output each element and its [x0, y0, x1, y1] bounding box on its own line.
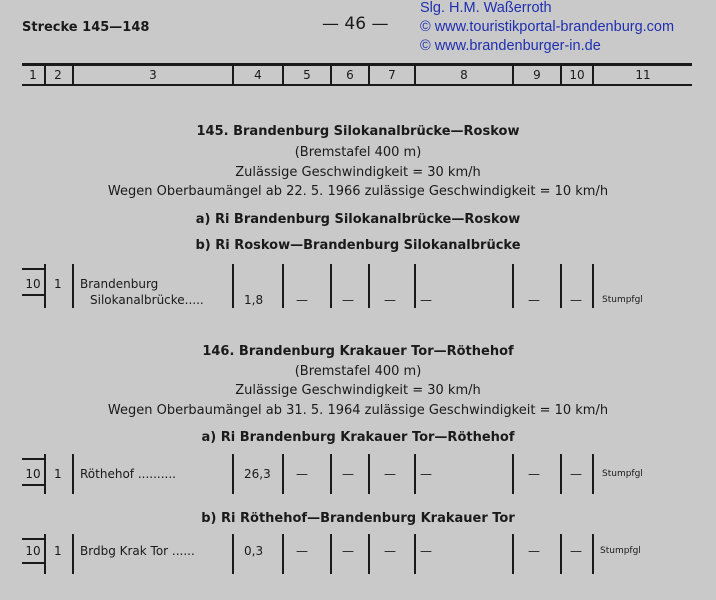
section-146-direction-a: a) Ri Brandenburg Krakauer Tor—Röthehof: [201, 430, 515, 445]
row-separator: [512, 454, 514, 494]
column-1: 1: [29, 68, 37, 82]
row-separator: [414, 454, 416, 494]
station-name: Röthehof ..........: [80, 467, 176, 481]
cell-col10: —: [570, 467, 582, 481]
row-separator: [72, 454, 74, 494]
row-separator: [44, 454, 46, 494]
cell-remark: Stumpfgl: [602, 469, 643, 479]
cell-col6: —: [342, 544, 354, 558]
cell-col7: —: [384, 544, 396, 558]
section-146-note: Wegen Oberbaumängel ab 31. 5. 1964 zulässige Geschwindigkeit = 10 km/h: [107, 403, 609, 418]
cell-remark: Stumpfgl: [602, 295, 643, 305]
cell-col8: —: [420, 293, 432, 307]
row-separator: [368, 264, 370, 308]
station-name-line-2: Silokanalbrücke.....: [90, 293, 204, 307]
cell-km: 1,8: [244, 293, 264, 307]
cell-col2: 1: [54, 544, 62, 558]
row-rule: [22, 458, 44, 460]
row-rule: [22, 562, 44, 564]
station-name: Brdbg Krak Tor ......: [80, 544, 195, 558]
cell-col2: 1: [54, 467, 62, 481]
section-145-speed: Zulässige Geschwindigkeit = 30 km/h: [235, 165, 481, 180]
row-separator: [512, 534, 514, 574]
column-8: 8: [460, 68, 468, 82]
cell-col6: —: [342, 467, 354, 481]
section-146-speed: Zulässige Geschwindigkeit = 30 km/h: [235, 383, 481, 398]
row-separator: [414, 534, 416, 574]
section-145-note: Wegen Oberbaumängel ab 22. 5. 1966 zulässige Geschwindigkeit = 10 km/h: [107, 184, 609, 199]
section-146-direction-b: b) Ri Röthehof—Brandenburg Krakauer Tor: [201, 511, 515, 526]
section-146-brake: (Bremstafel 400 m): [294, 364, 422, 379]
row-rule: [22, 294, 44, 296]
column-header-bar: [22, 63, 692, 87]
column-3: 3: [149, 68, 157, 82]
row-separator: [560, 534, 562, 574]
row-separator: [44, 534, 46, 574]
row-separator: [232, 264, 234, 308]
row-separator: [592, 264, 594, 308]
cell-col5: —: [296, 467, 308, 481]
cell-col2: 1: [54, 277, 62, 291]
cell-col1: 10: [25, 467, 41, 481]
cell-col1: 10: [25, 544, 41, 558]
cell-km: 0,3: [244, 544, 264, 558]
row-separator: [282, 264, 284, 308]
section-146-title: 146. Brandenburg Krakauer Tor—Röthehof: [202, 344, 514, 359]
column-11: 11: [635, 68, 651, 82]
row-separator: [368, 534, 370, 574]
section-145-title: 145. Brandenburg Silokanalbrücke—Roskow: [196, 124, 520, 139]
row-separator: [560, 454, 562, 494]
cell-col5: —: [296, 544, 308, 558]
column-10: 10: [569, 68, 585, 82]
row-separator: [72, 534, 74, 574]
cell-col9: —: [528, 467, 540, 481]
watermark-line-1: Slg. H.M. Waßerroth: [420, 0, 552, 16]
column-2: 2: [54, 68, 62, 82]
row-rule: [22, 484, 44, 486]
section-145-direction-b: b) Ri Roskow—Brandenburg Silokanalbrücke: [195, 238, 521, 253]
row-separator: [592, 534, 594, 574]
cell-col10: —: [570, 293, 582, 307]
row-separator: [330, 534, 332, 574]
column-bottom-rule: [22, 84, 692, 86]
row-separator: [592, 454, 594, 494]
cell-km: 26,3: [244, 467, 271, 481]
row-separator: [232, 534, 234, 574]
section-145-direction-a: a) Ri Brandenburg Silokanalbrücke—Roskow: [195, 212, 521, 227]
page-number: — 46 —: [322, 14, 389, 34]
cell-col10: —: [570, 544, 582, 558]
column-4: 4: [254, 68, 262, 82]
row-separator: [330, 454, 332, 494]
cell-col1: 10: [25, 277, 41, 291]
cell-col7: —: [384, 293, 396, 307]
column-6: 6: [346, 68, 354, 82]
watermark-line-2: © www.touristikportal-brandenburg.com: [420, 19, 675, 35]
row-separator: [232, 454, 234, 494]
row-separator: [44, 264, 46, 308]
cell-col9: —: [528, 293, 540, 307]
watermark-line-3: © www.brandenburger-in.de: [420, 38, 601, 54]
row-separator: [368, 454, 370, 494]
station-name-line-1: Brandenburg: [80, 277, 159, 291]
row-rule: [22, 538, 44, 540]
table-row: [22, 454, 692, 498]
cell-col8: —: [420, 467, 432, 481]
table-row: [22, 534, 692, 578]
route-label: Strecke 145—148: [22, 20, 150, 35]
cell-col7: —: [384, 467, 396, 481]
cell-col9: —: [528, 544, 540, 558]
cell-col8: —: [420, 544, 432, 558]
row-rule: [22, 268, 44, 270]
cell-col6: —: [342, 293, 354, 307]
row-separator: [282, 534, 284, 574]
row-separator: [330, 264, 332, 308]
cell-remark: Stumpfgl: [600, 546, 641, 556]
row-separator: [512, 264, 514, 308]
row-separator: [414, 264, 416, 308]
column-7: 7: [388, 68, 396, 82]
column-9: 9: [533, 68, 541, 82]
column-5: 5: [303, 68, 311, 82]
row-separator: [72, 264, 74, 308]
row-separator: [282, 454, 284, 494]
table-row: [22, 264, 692, 312]
cell-col5: —: [296, 293, 308, 307]
section-145-brake: (Bremstafel 400 m): [294, 145, 422, 160]
row-separator: [560, 264, 562, 308]
